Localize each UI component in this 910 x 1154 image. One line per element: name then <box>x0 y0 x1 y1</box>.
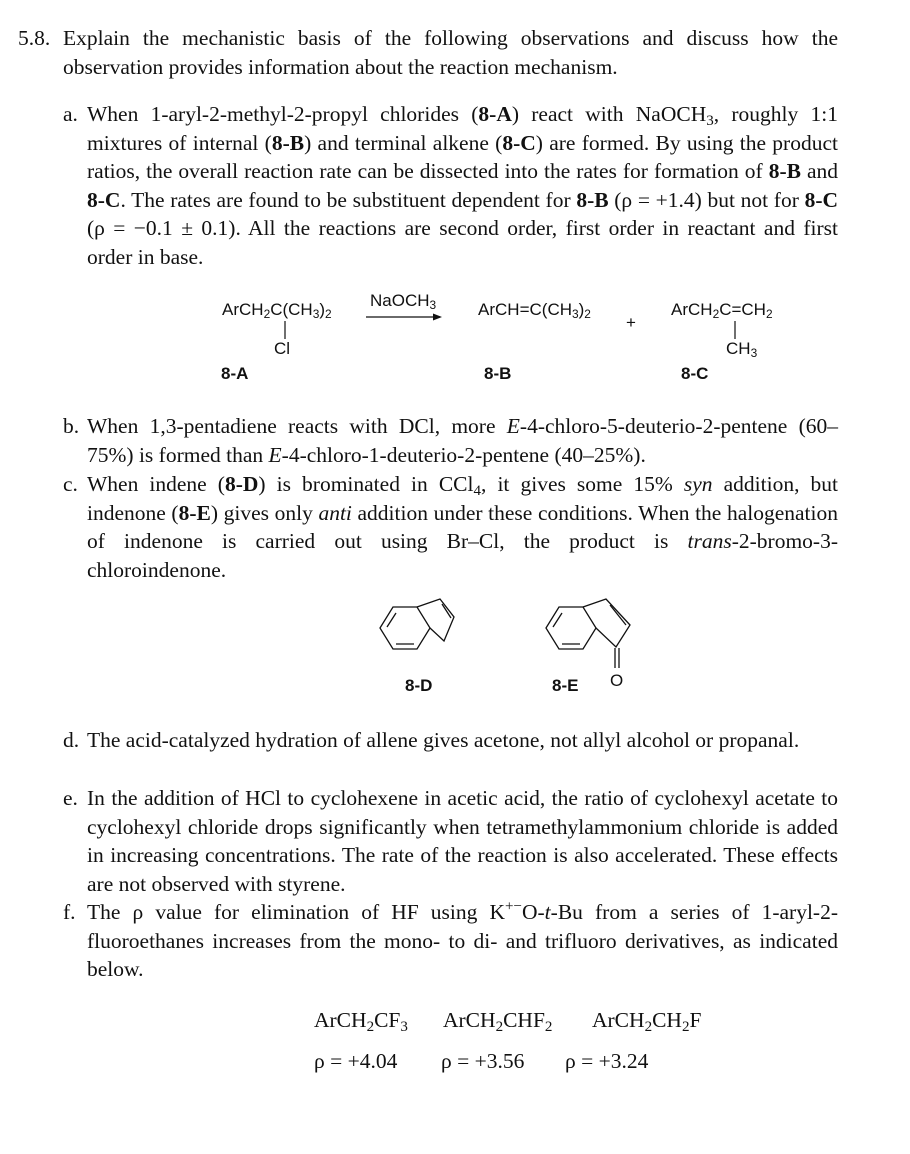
label-8e: 8-E <box>552 676 579 695</box>
part-c-text: When indene (8-D) is brominated in CCl$_4$, it gives some 15% syn addition, but indenone (8-E) gives only anti addition under these conditions. When the halogenation of indenone is carried out using Br–Cl, the product is trans-2-bromo-3-chloroindenone. <box>87 472 839 582</box>
product-8c: $ArCH_2C=CH_2$ <box>671 300 773 321</box>
part-a-letter: a. <box>63 102 78 126</box>
label-8c: 8-C <box>681 364 709 383</box>
label-8a: 8-A <box>221 364 249 383</box>
part-e-text: In the addition of HCl to cyclohexene in acetic acid, the ratio of cyclohexyl acetate to cyclohexyl chloride drops significantly when tetramethylammonium chloride is added in increasing concentrations. The rate of the reaction is also accelerated. These effects are not observed with styrene. <box>87 786 838 896</box>
compound-difluoro: $ArCH_2CHF_2$ <box>443 1008 553 1035</box>
plus-sign: + <box>626 313 636 332</box>
product-methyl: $CH_3$ <box>726 339 758 360</box>
product-8b: $ArCH=C(CH_3)_2$ <box>478 300 591 321</box>
label-8b: 8-B <box>484 364 512 383</box>
product-ch3-bond <box>734 321 736 341</box>
indenone-oxygen: O <box>610 671 624 690</box>
part-b-letter: b. <box>63 414 80 438</box>
scheme-reactant: $ArCH_2C(CH_3)_2$ <box>222 300 332 321</box>
rho-trifluoro: ρ = +4.04 <box>314 1049 398 1073</box>
rho-difluoro: ρ = +3.56 <box>441 1049 525 1073</box>
part-f-text: The ρ value for elimination of HF using K+−O-t-Bu from a series of 1-aryl-2-fluoroethanes increases from the mono- to di- and trifluoro derivatives, as indicated below. <box>87 898 838 982</box>
part-d-letter: d. <box>63 728 80 752</box>
reactant-cl-bond <box>284 321 286 341</box>
rho-monofluoro: ρ = +3.24 <box>565 1049 649 1073</box>
reaction-arrow <box>366 312 446 322</box>
label-8d: 8-D <box>405 676 433 695</box>
part-b-text: When 1,3-pentadiene reacts with DCl, more E-4-chloro-5-deuterio-2-pentene (60–75%) is formed than E-4-chloro-1-deuterio-2-pentene (40–25%). <box>87 414 838 467</box>
part-e-letter: e. <box>63 786 78 810</box>
part-f-letter: f. <box>63 900 76 924</box>
compound-monofluoro: $ArCH_2CH_2F$ <box>592 1008 702 1035</box>
scheme-reagent: NaOCH$_3$ <box>370 291 437 312</box>
reactant-chlorine: Cl <box>274 339 291 358</box>
part-c-letter: c. <box>63 472 78 496</box>
part-d-text: The acid-catalyzed hydration of allene gives acetone, not allyl alcohol or propanal. <box>87 728 800 752</box>
problem-intro: Explain the mechanistic basis of the following observations and discuss how the observation provides information about the reaction mechanism. <box>63 26 838 79</box>
indene-structure <box>378 603 488 653</box>
compound-trifluoro: $ArCH_2CF_3$ <box>314 1008 408 1035</box>
problem-number: 5.8. <box>18 26 51 50</box>
part-a-text: When 1-aryl-2-methyl-2-propyl chlorides (8-A) react with NaOCH$_3$, roughly 1:1 mixtures of internal (8-B) and terminal alkene (8-C) are formed. By using the product ratios, the overall reaction rate can be dissected into the rates for formation of 8-B and 8-C. The rates are found to be substituent dependent for 8-B (ρ = +1.4) but not for 8-C (ρ = −0.1 ± 0.1). All the reactions are second order, first order in reactant and first order in base. <box>87 102 839 269</box>
